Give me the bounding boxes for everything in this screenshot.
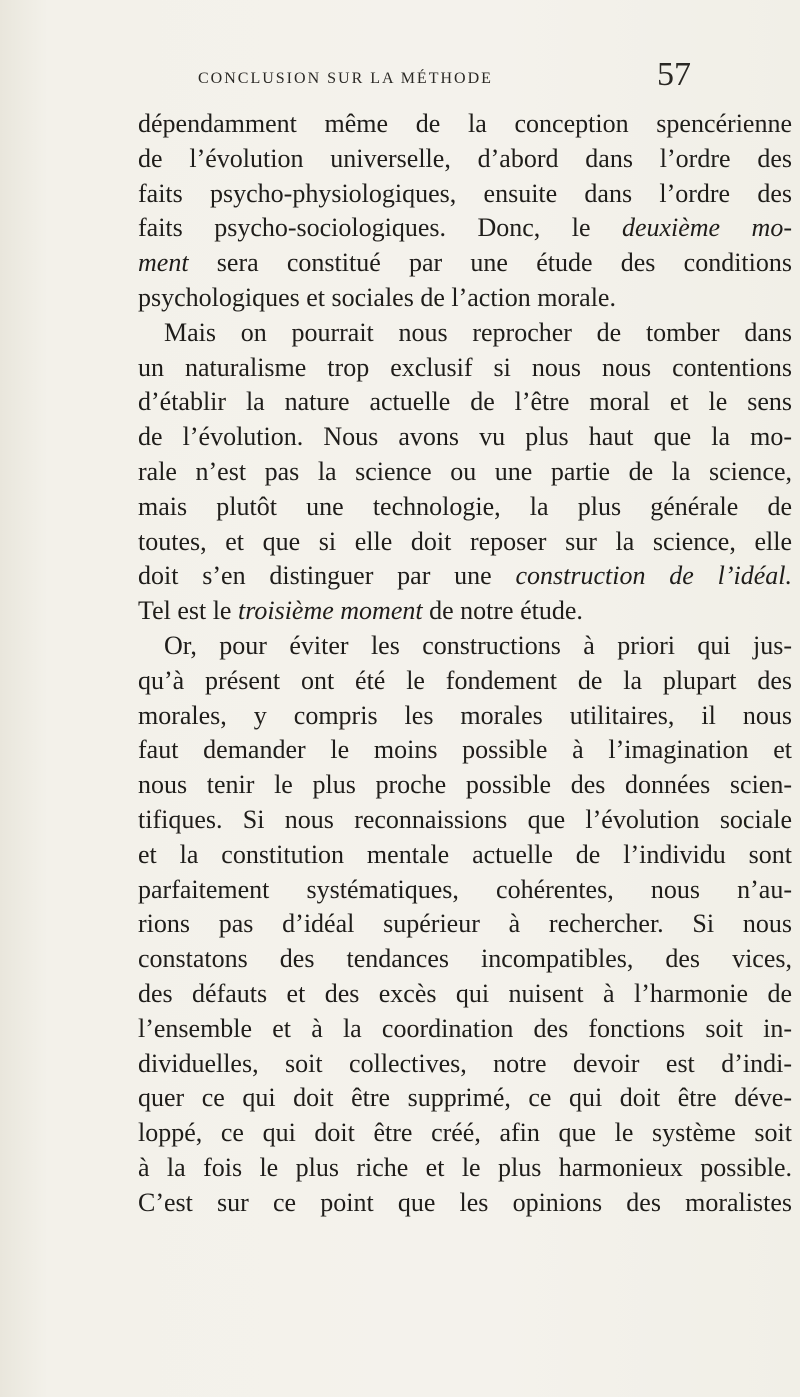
- text-line: [138, 455, 792, 490]
- text-segment: Tel est le: [138, 596, 238, 626]
- text-line: [138, 1116, 792, 1151]
- text-segment: à la fois le plus riche et le plus harmonieux possible.: [138, 1152, 792, 1182]
- text-segment: faut demander le moins possible à l’imagination et: [138, 735, 792, 765]
- text-line: [138, 211, 792, 246]
- text-line: [138, 1186, 792, 1221]
- text-line: [138, 803, 792, 838]
- text-segment: morales, y compris les morales utilitaires, il nous: [138, 700, 792, 730]
- text-segment: l’ensemble et à la coordination des fonctions soit in-: [138, 1013, 792, 1043]
- text-segment: psychologiques et sociales de l’action morale.: [138, 282, 616, 312]
- text-line: [138, 142, 792, 177]
- text-segment: doit s’en distinguer par une: [138, 561, 516, 591]
- text-segment: et la constitution mentale actuelle de l’individu sont: [138, 839, 792, 869]
- text-line: [138, 1081, 792, 1116]
- text-line: [138, 1151, 792, 1186]
- text-segment: sera constitué par une étude des conditions: [188, 248, 792, 278]
- text-line: [138, 316, 792, 351]
- text-segment: de l’évolution universelle, d’abord dans l’ordre des: [138, 143, 792, 173]
- text-line: [138, 1012, 792, 1047]
- text-segment: faits psycho-physiologiques, ensuite dans l’ordre des: [138, 178, 792, 208]
- text-line: [138, 768, 792, 803]
- text-line: [138, 107, 792, 142]
- text-line: [138, 281, 792, 316]
- text-line: [138, 664, 792, 699]
- text-segment: rale n’est pas la science ou une partie de la science,: [138, 456, 792, 486]
- text-line: [138, 838, 792, 873]
- italic-text: troisième moment: [237, 596, 423, 626]
- text-segment: C’est sur ce point que les opinions des moralistes: [138, 1187, 792, 1217]
- text-segment: constatons des tendances incompatibles, des vices,: [138, 944, 792, 974]
- text-segment: d’établir la nature actuelle de l’être moral et le sens: [138, 387, 792, 417]
- text-segment: quer ce qui doit être supprimé, ce qui doit être déve-: [138, 1083, 792, 1113]
- text-segment: rions pas d’idéal supérieur à rechercher. Si nous: [138, 909, 792, 939]
- text-line: [138, 420, 792, 455]
- text-segment: Mais on pourrait nous reprocher de tomber dans: [164, 317, 792, 347]
- text-line: [138, 629, 792, 664]
- page-number: 57: [657, 56, 691, 93]
- text-segment: faits psycho-sociologiques. Donc, le: [138, 213, 622, 243]
- text-line: [138, 699, 792, 734]
- text-segment: loppé, ce qui doit être créé, afin que le système soit: [138, 1118, 792, 1148]
- text-line: [138, 351, 792, 386]
- running-head: CONCLUSION SUR LA MÉTHODE: [198, 70, 493, 87]
- text-line: [138, 594, 792, 629]
- italic-text: ment: [138, 248, 189, 278]
- text-line: [138, 525, 792, 560]
- text-segment: qu’à présent ont été le fondement de la plupart des: [138, 665, 792, 695]
- text-line: [138, 873, 792, 908]
- italic-text: construction de l’idéal.: [515, 561, 792, 591]
- text-segment: tifiques. Si nous reconnaissions que l’évolution sociale: [138, 804, 792, 834]
- text-line: [138, 177, 792, 212]
- text-segment: de notre étude.: [422, 596, 583, 626]
- text-segment: mais plutôt une technologie, la plus générale de: [138, 491, 792, 521]
- text-line: [138, 977, 792, 1012]
- text-segment: des défauts et des excès qui nuisent à l’harmonie de: [138, 978, 792, 1008]
- text-segment: nous tenir le plus proche possible des données scien-: [138, 770, 792, 800]
- text-line: [138, 490, 792, 525]
- text-segment: parfaitement systématiques, cohérentes, nous n’au-: [138, 874, 792, 904]
- body-text: [138, 107, 792, 1221]
- text-segment: toutes, et que si elle doit reposer sur la science, elle: [138, 526, 792, 556]
- text-segment: Or, pour éviter les constructions à priori qui jus-: [164, 630, 792, 660]
- text-line: [138, 385, 792, 420]
- text-segment: de l’évolution. Nous avons vu plus haut que la mo-: [138, 422, 792, 452]
- text-line: [138, 1047, 792, 1082]
- text-line: [138, 246, 792, 281]
- text-segment: dividuelles, soit collectives, notre devoir est d’indi-: [138, 1048, 792, 1078]
- text-segment: un naturalisme trop exclusif si nous nous contentions: [138, 352, 792, 382]
- text-line: [138, 907, 792, 942]
- text-segment: dépendamment même de la conception spencérienne: [138, 109, 792, 138]
- text-line: [138, 942, 792, 977]
- text-line: [138, 733, 792, 768]
- italic-text: deuxième mo-: [621, 213, 792, 243]
- text-line: [138, 559, 792, 594]
